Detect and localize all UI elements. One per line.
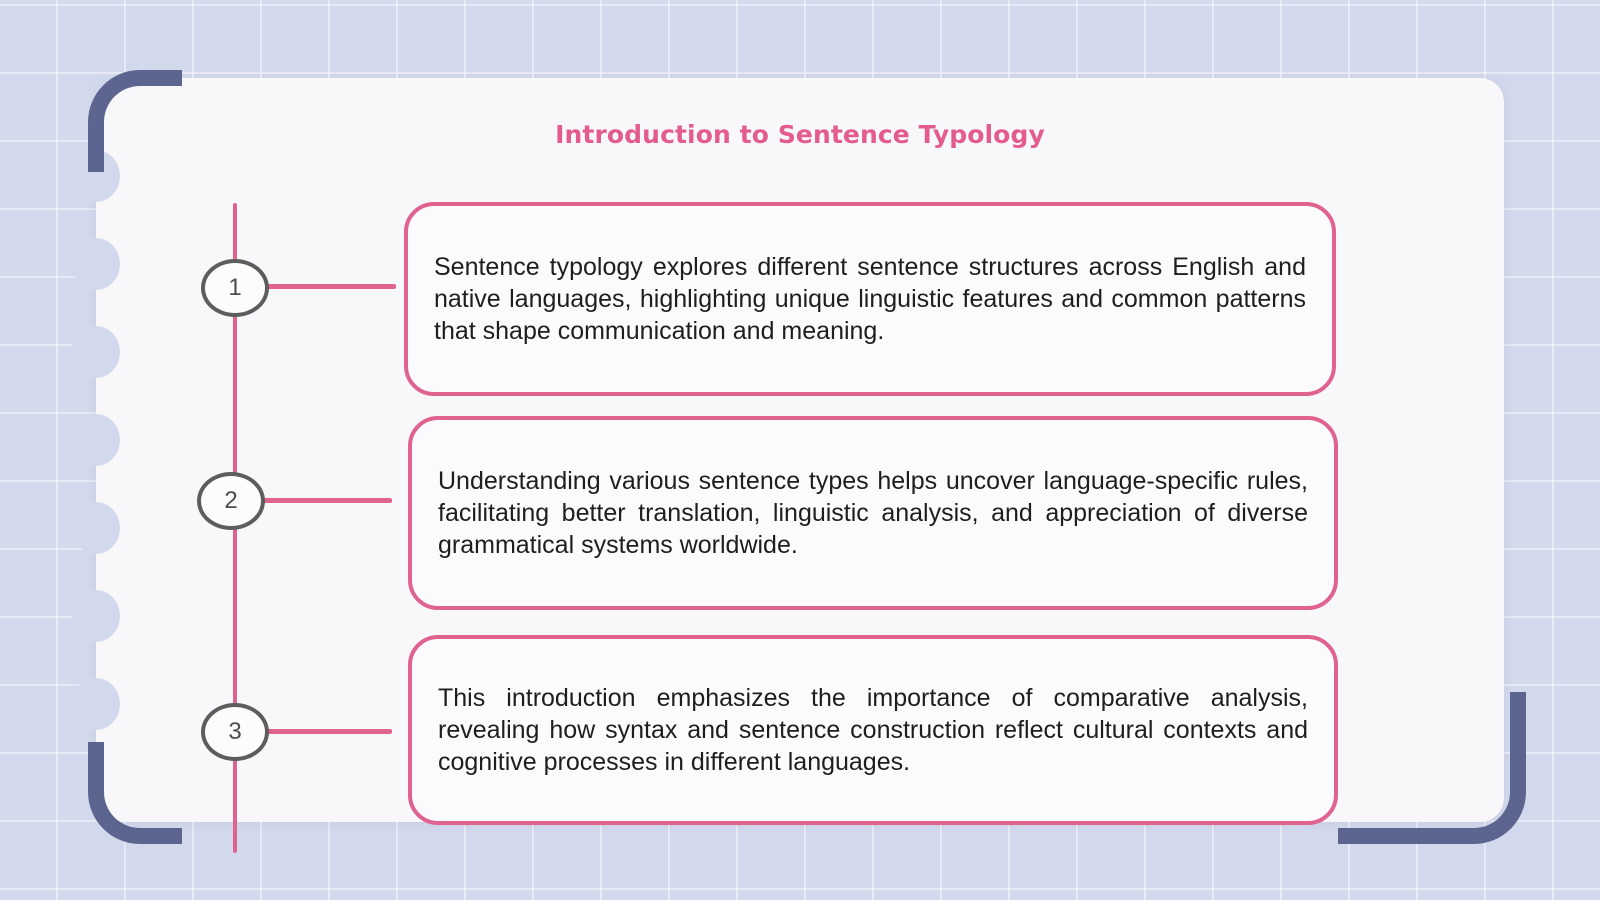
- timeline-connector-2: [262, 498, 392, 503]
- notebook-notch: [72, 414, 120, 466]
- step-number-1: 1: [201, 259, 269, 317]
- timeline-connector-3: [266, 729, 392, 734]
- corner-bracket-bottom-right: [1338, 692, 1526, 844]
- timeline-connector-1: [266, 284, 396, 289]
- notebook-notch: [72, 238, 120, 290]
- notebook-notch: [72, 678, 120, 730]
- content-box-3: [408, 635, 1338, 825]
- slide-title: Introduction to Sentence Typology: [555, 120, 1045, 149]
- content-box-2: [408, 416, 1338, 610]
- step-number-3: 3: [201, 703, 269, 761]
- notebook-notch: [72, 502, 120, 554]
- content-text-1: Sentence typology explores different sentence structures across English and native languages, highlighting unique linguistic features and common patterns that shape communication and meaning.: [434, 253, 1306, 345]
- content-box-1: [404, 202, 1336, 396]
- content-text-3: This introduction emphasizes the importance of comparative analysis, revealing how syntax and sentence construction reflect cultural contexts and cognitive processes in different languages.: [438, 684, 1308, 776]
- corner-bracket-bottom-left: [88, 742, 182, 844]
- step-number-2: 2: [197, 472, 265, 530]
- notebook-notch: [72, 590, 120, 642]
- notebook-notch: [72, 326, 120, 378]
- content-text-2: Understanding various sentence types helps uncover language-specific rules, facilitating better translation, linguistic analysis, and appreciation of diverse grammatical systems worldwide.: [438, 467, 1308, 559]
